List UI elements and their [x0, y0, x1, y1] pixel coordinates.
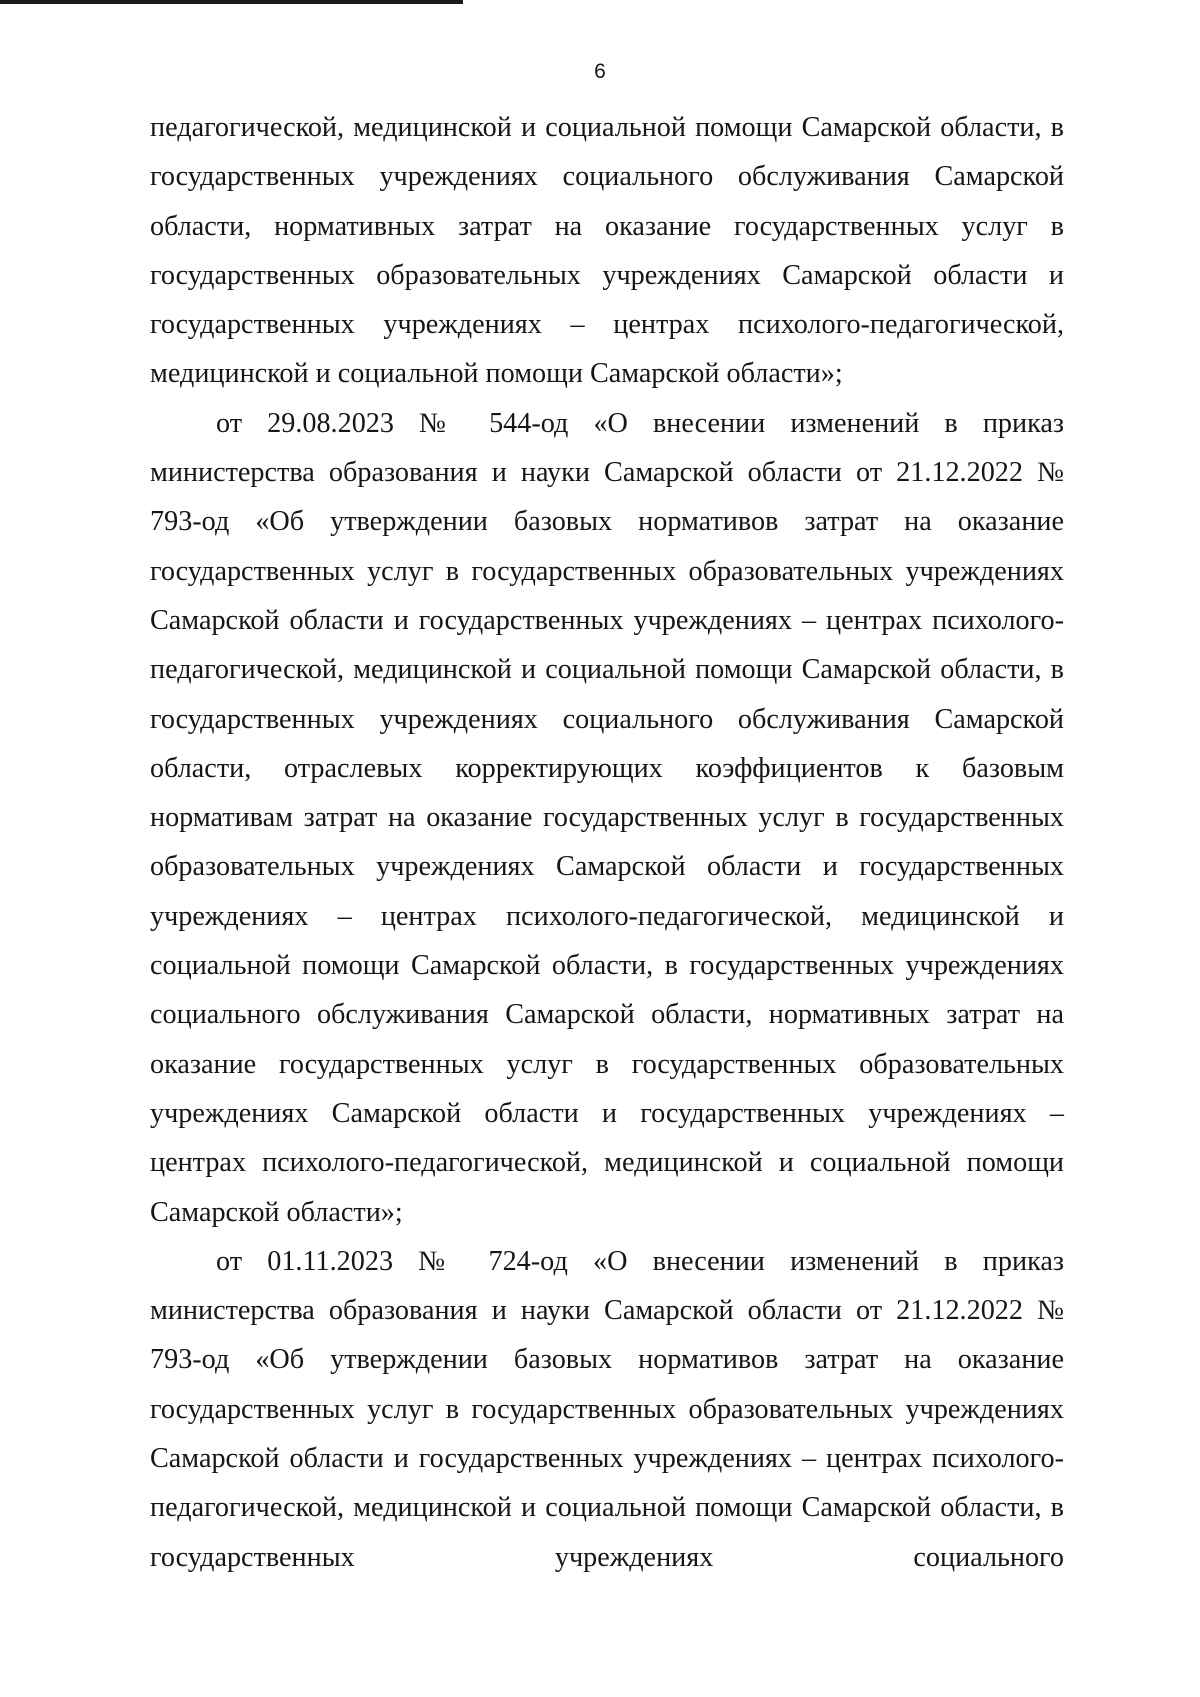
paragraph-continuation: педагогической, медицинской и социальной помощи Самарской области, в государственных учреждениях социального обслуживания Самарской области, нормативных затрат на оказание государственных услуг в государственных образовательных учреждениях Самарской области и государственных учреждениях – центрах психолого-педагогической, медицинской и социальной помощи Самарской области»;: [150, 112, 1064, 390]
page-number: 6: [594, 60, 606, 83]
paragraph-order-724: от 01.11.2023 № 724-од «О внесении изменений в приказ министерства образования и науки Самарской области от 21.12.2022 № 793-од «Об утверждении базовых нормативов затрат на оказание государственных услуг в государственных образовательных учреждениях Самарской области и государственных учреждениях – центрах психолого-педагогической, медицинской и социальной помощи Самарской области, в государственных учреждениях социального: [150, 1245, 1064, 1573]
scan-edge-line: [0, 0, 463, 4]
document-body: [150, 103, 1064, 1582]
paragraph-order-544: от 29.08.2023 № 544-од «О внесении изменений в приказ министерства образования и науки Самарской области от 21.12.2022 № 793-од «Об утверждении базовых нормативов затрат на оказание государственных услуг в государственных образовательных учреждениях Самарской области и государственных учреждениях – центрах психолого-педагогической, медицинской и социальной помощи Самарской области, в государственных учреждениях социального обслуживания Самарской области, отраслевых корректирующих коэффициентов к базовым нормативам затрат на оказание государственных услуг в государственных образовательных учреждениях Самарской области и государственных учреждениях – центрах психолого-педагогической, медицинской и социальной помощи Самарской области, в государственных учреждениях социального обслуживания Самарской области, нормативных затрат на оказание государственных услуг в государственных образовательных учреждениях Самарской области и государственных учреждениях – центрах психолого-педагогической, медицинской и социальной помощи Самарской области»;: [150, 407, 1064, 1228]
